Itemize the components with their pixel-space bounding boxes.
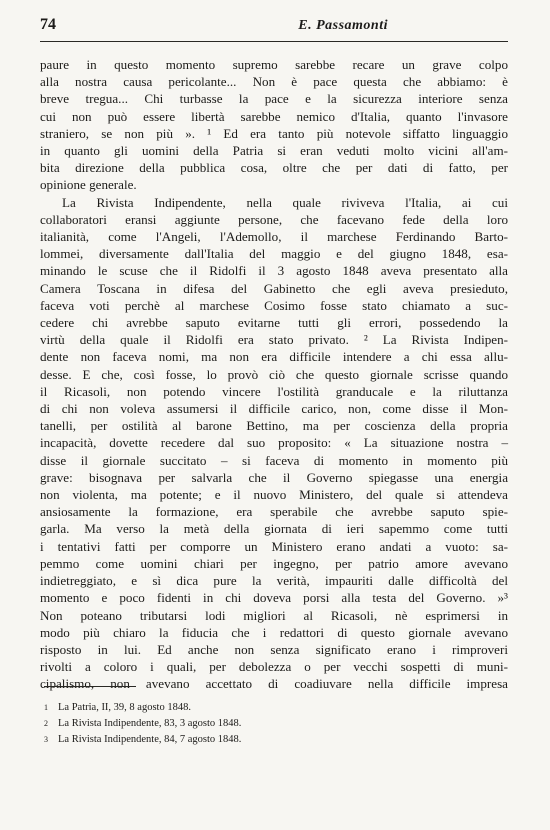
- text-line: italianità, come l'Angeli, l'Ademollo, il marchese Ferdinando Barto-: [40, 229, 508, 245]
- text-line: incapacità, dovette recedere dal suo proposito: « La situazione nostra –: [40, 435, 508, 451]
- text-line: cui non può essere libertà sarebbe nemico d'Italia, quanto l'invasore: [40, 108, 508, 124]
- text-line: ansiosamente la formazione, era sperabile che avrebbe saputo spie-: [40, 504, 508, 520]
- footnote-text: La Rivista Indipendente, 83, 3 agosto 1848.: [58, 718, 242, 729]
- text-line: pemmo come uomini chiari per ingegno, per patrio amore avevano: [40, 555, 508, 571]
- text-line: paure in questo momento supremo sarebbe recare un grave colpo: [40, 57, 508, 72]
- text-line: indietreggiato, e sì dica pure la verità, impauriti dalle difficoltà del: [40, 573, 508, 589]
- text-line: faceva voti perchè al marchese Cosimo fosse stato chiamato a suc-: [40, 297, 508, 313]
- page-number: 74: [40, 16, 56, 33]
- text-line: momento e poco fidenti in chi doveva porsi alla testa del Governo. »³: [40, 590, 508, 606]
- text-line: il Ricasoli, non potendo vincere l'ostilità granducale e la riluttanza: [40, 383, 508, 399]
- footnote: [44, 716, 241, 732]
- text-line: modo più chiaro la fiducia che i redattori di questo giornale avevano: [40, 624, 508, 640]
- footnote-mark: 2: [44, 719, 48, 728]
- text-line: cedere chi avrebbe saputo evitarne tutti gli errori, possedendo la: [40, 315, 508, 331]
- text-line: desse. E che, così fosse, lo provò ciò che questo giornale scrisse quando: [40, 366, 508, 382]
- footnote-divider: [44, 686, 136, 687]
- footnotes: [44, 700, 241, 748]
- text-line: Non poteano tributarsi lodi migliori al Ricasoli, nè esprimersi in: [40, 607, 508, 623]
- text-line: dente non faceva nomi, ma non era difficile intendere a chi essa allu-: [40, 349, 508, 365]
- book-page: [40, 16, 508, 693]
- text-line: minando le scuse che il Ridolfi il 3 agosto 1848 aveva presentato alla: [40, 263, 508, 279]
- footnote-mark: 3: [44, 735, 48, 744]
- text-line: breve tregua... Chi turbasse la pace e la sicurezza interiore senza: [40, 91, 508, 107]
- footnote-text: La Rivista Indipendente, 84, 7 agosto 1848.: [58, 734, 242, 745]
- footnote-mark: 1: [44, 703, 48, 712]
- running-head: E. Passamonti: [298, 18, 388, 33]
- text-line: bita direzione della pubblica cosa, oltre che per dati di fatto, per: [40, 160, 508, 176]
- text-line: cipalismo, non avevano accettato di coadiuvare nella difficile impresa: [40, 676, 508, 692]
- text-line: opinione generale.: [40, 177, 137, 193]
- text-line: Camera Toscana in difesa del Gabinetto che egli aveva presieduto,: [40, 280, 508, 296]
- text-line: di chi non voleva assumersi il difficile carico, non, come disse il Mon-: [40, 401, 508, 417]
- text-line: grave: bisognava per salvarla che il Governo spiegasse una energia: [40, 469, 508, 485]
- text-line: tanelli, per ostilità al barone Bettino, ma per coscienza della propria: [40, 418, 508, 434]
- text-line: i tentativi fatti per comporre un Ministero erano andati a vuoto: sa-: [40, 538, 508, 554]
- text-line: non violenta, ma potente; e il nuovo Ministero, del quale si attendeva: [40, 487, 508, 503]
- page-header: [40, 16, 508, 42]
- text-line: in quanto gli uomini della Patria si eran veduti molto vicini all'am-: [40, 143, 508, 159]
- text-line: garla. Ma verso la metà della giornata di ieri sapemmo come tutti: [40, 521, 508, 537]
- footnote: [44, 700, 241, 716]
- footnote: [44, 732, 241, 748]
- text-line: risposto in lui. Ed anche non senza significato erano i rimproveri: [40, 641, 508, 657]
- text-line: virtù della quale il Ridolfi era stato privato. ² La Rivista Indipen-: [40, 332, 508, 348]
- text-line: collaboratori eransi aggiunte persone, che facevano fede della loro: [40, 211, 508, 227]
- text-line: La Rivista Indipendente, nella quale riviveva l'Italia, ai cui: [62, 194, 508, 210]
- footnote-text: La Patria, II, 39, 8 agosto 1848.: [58, 702, 191, 713]
- text-line: alla nostra causa pericolante... Non è pace questa che abbiamo: è: [40, 74, 508, 90]
- text-line: rivolti a coloro i quali, per debolezza o per vecchi sospetti di muni-: [40, 659, 508, 675]
- body-text: [40, 56, 508, 693]
- text-line: disse il giornale succitato – si faceva di momento in momento più: [40, 452, 508, 468]
- text-line: lommei, diversamente dall'Italia del maggio e del giugno 1848, esa-: [40, 246, 508, 262]
- text-line: straniero, se non più ». ¹ Ed era tanto più notevole siffatto linguaggio: [40, 125, 508, 141]
